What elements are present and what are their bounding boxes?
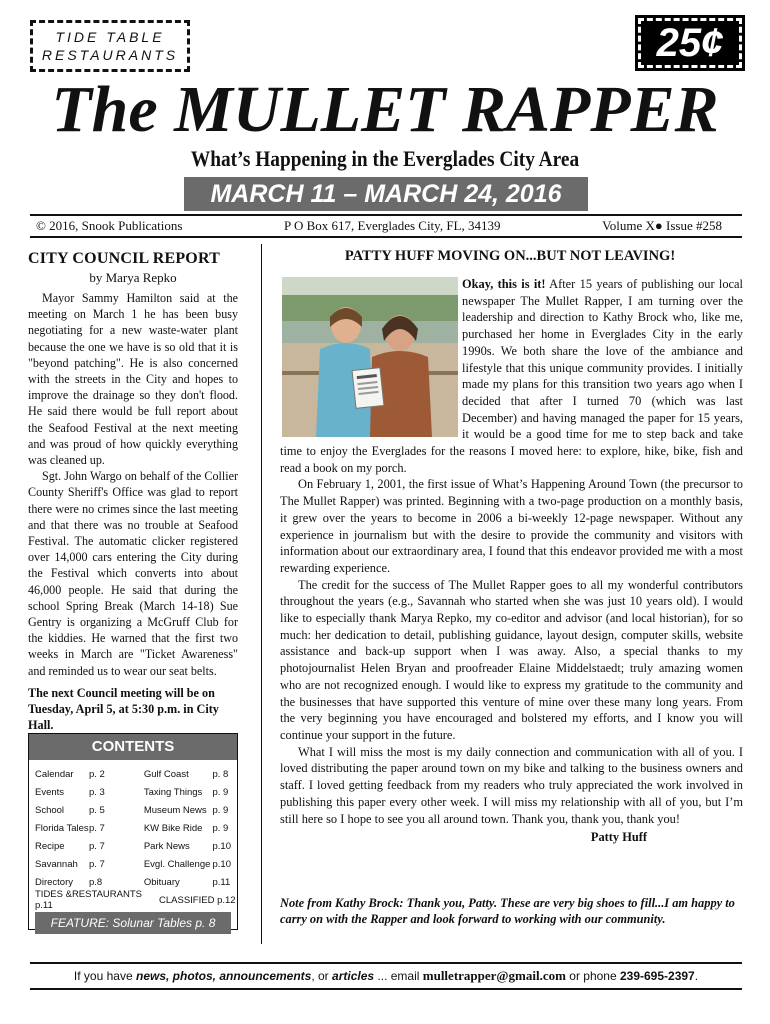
contents-heading: CONTENTS [29,734,237,760]
story-paragraph-3: The credit for the success of The Mullet Rapper goes to all my wonderful contributors throughout the years (e.g., Savannah who started when she was just 10 years old). I would like to especially thank Marya Repko, my co-editor and advisor (and local historian), for so much: her dedication to detail, publishing guidance, layout design, computer skills, website assistance and back-up support when I was away. Also, a special thanks to my photojournalist Helen Bryan and proofreader Elaine Middelstaedt; truly amazing women who are not recognized enough. I would like to express my gratitude to the community and the businesses that have supported this venture of mine over these many long years. From the very beginning you have encouraged and bolstered my efforts, and I know you will continue your support in the future. [280,577,743,742]
contents-page: p. 7 [88,822,105,834]
story-paragraph-1-text: After 15 years of publishing our local newspaper The Mullet Rapper, I am turning over the leadership and direction to Kathy Brock who, like me, purchased her home in Everglades City in the early 1990s. We both share the love of the ambiance and lifestyle that this unique community provides. I initially made my plans for this transition two years ago when I decided that after I turned 70 (which was last December) and having managed the paper for 15 years, it would be a good time for me to step back and take time to enjoy the Everglades for the reasons I moved here: to explore, hike, bike, fish and read a book on my porch. [280,277,743,475]
contents-item: Events [35,786,65,798]
contents-row [29,801,237,819]
contents-classified: CLASSIFIED p.12 [159,894,236,906]
contents-item: KW Bike Ride [143,822,203,834]
contents-item: Gulf Coast [143,768,189,780]
contents-page: p.10 [212,840,231,852]
issue-dates: MARCH 11 – MARCH 24, 2016 [184,177,588,211]
next-meeting-notice: The next Council meeting will be on Tuesday, April 5, at 5:30 p.m. in City Hall. [28,685,219,732]
contents-page: p.11 [212,876,231,888]
contents-box [28,733,238,930]
tide-table-restaurants-box [30,20,190,72]
story-body [280,276,743,846]
story-heading: PATTY HUFF MOVING ON...BUT NOT LEAVING! [344,248,676,264]
council-byline: by Marya Repko [89,270,177,285]
footer-text: , or [311,969,329,983]
contents-page: p.8 [88,876,103,888]
contents-tides: TIDES &RESTAURANTS p.11 [35,889,142,911]
contents-page: p. 9 [212,786,229,798]
contents-item: Taxing Things [143,786,203,798]
address-text: P O Box 617, Everglades City, FL, 34139 [283,218,501,233]
footer-text: If you have [73,969,133,983]
story-paragraph-4: What I will miss the most is my daily connection and communication with all of you. I loved distributing the paper around town on my bike and talking to the business owners and staff. I loved getting feedback from my readers who truly appreciated the work involved in publishing this paper every other week. I will miss my relationship with all of you, but I’m still here so I hope to see you all around town. Thank you, thank you, thank you! [280,744,743,826]
contents-item: Savannah [35,858,78,870]
contents-page: p. 8 [212,768,229,780]
footer-emphasis: articles [332,969,375,983]
contents-page: p. 7 [88,840,105,852]
contents-page: p. 9 [212,804,229,816]
contents-row [29,783,237,801]
issue-text: Volume X● Issue #258 [602,218,722,233]
footer-text: ... email [377,969,420,983]
contents-row [29,855,237,873]
footer-text: . [694,969,699,983]
contents-item: Calendar [35,768,74,780]
council-report [28,250,238,733]
newspaper-subtitle: What’s Happening in the Everglades City Area [190,146,580,171]
council-heading: CITY COUNCIL REPORT [28,250,221,267]
copyright-text: © 2016, Snook Publications [36,218,183,233]
contents-page: p. 7 [88,858,105,870]
footer-phone: 239-695-2397 [619,969,695,983]
contents-row [29,837,237,855]
restaurants-label: RESTAURANTS [41,47,179,63]
footer-emphasis: news, photos, announcements [135,969,312,983]
contents-item: School [35,804,65,816]
price-badge: 25¢ [638,18,742,68]
footer-email[interactable]: mulletrapper@gmail.com [422,968,566,983]
contents-page: p. 5 [88,804,105,816]
contents-item: Obituary [143,876,180,888]
column-divider [261,244,262,944]
tide-table-label: TIDE TABLE [55,29,165,45]
info-bar [30,214,742,238]
contents-item: Park News [143,840,190,852]
contents-row [29,765,237,783]
council-paragraph-1: Mayor Sammy Hamilton said at the meeting on March 1 he has been busy negotiating for a new waste-water plant because the one we have is so old that it is "beyond patching". He is also concerned with the streets in the City and hopes to improve the drainage so they don't flood. He said there would be full report about the Seafood Festival at the next meeting and was proud of how quickly everything was cleaned up. [28,291,238,468]
photo-spacer [278,276,462,438]
story-lead: Okay, this is it! [462,277,546,291]
contact-footer [30,962,742,990]
newspaper-title: The MULLET RAPPER [51,73,719,146]
contents-page: p.10 [212,858,231,870]
editor-note: Note from Kathy Brock: Thank you, Patty. These are very big shoes to fill...I am happy to carry on with the Rapper and look forward to working with our community. [280,896,735,926]
contents-page: p. 3 [88,786,105,798]
council-paragraph-2: Sgt. John Wargo on behalf of the Collier County Sheriff's Office was glad to report there were no crimes since the last meeting and that there was no trouble at Seafood Festival. The automatic clicker registered over 14,000 cars entering the City during the Festival which converts into about 46,000 people. He said that during the school Spring Break (March 14-18) Sue Gentry is organizing a McGruff Club for the kiddies. He warned that the first two weeks in March are "Ticket Awareness" and reminded us to wear our seat belts. [28,469,238,678]
feature-banner: FEATURE: Solunar Tables p. 8 [35,912,231,934]
footer-text: or phone [569,969,617,983]
contents-item: Recipe [35,840,65,852]
contents-row [29,891,237,909]
contents-item: Directory [35,876,74,888]
contents-page: p. 2 [88,768,105,780]
contents-item: Museum News [143,804,207,816]
contents-item: Evgl. Challenge [143,858,211,870]
contents-page: p. 9 [212,822,229,834]
story-paragraph-2: On February 1, 2001, the first issue of What’s Happening Around Town (the precursor to The Mullet Rapper) was printed. Beginning with a two-page production on a monthly basis, it grew over the years to become in 2006 a bi-weekly 12-page newspaper. Without any experience in journalism but with the desire to provide the community and visitors with information about our extraordinary area, I found that this endeavor provided me with a most rewarding experience. [280,477,743,575]
contents-item: Florida Tales [35,822,89,834]
contents-row [29,819,237,837]
story-signature: Patty Huff [590,830,647,845]
